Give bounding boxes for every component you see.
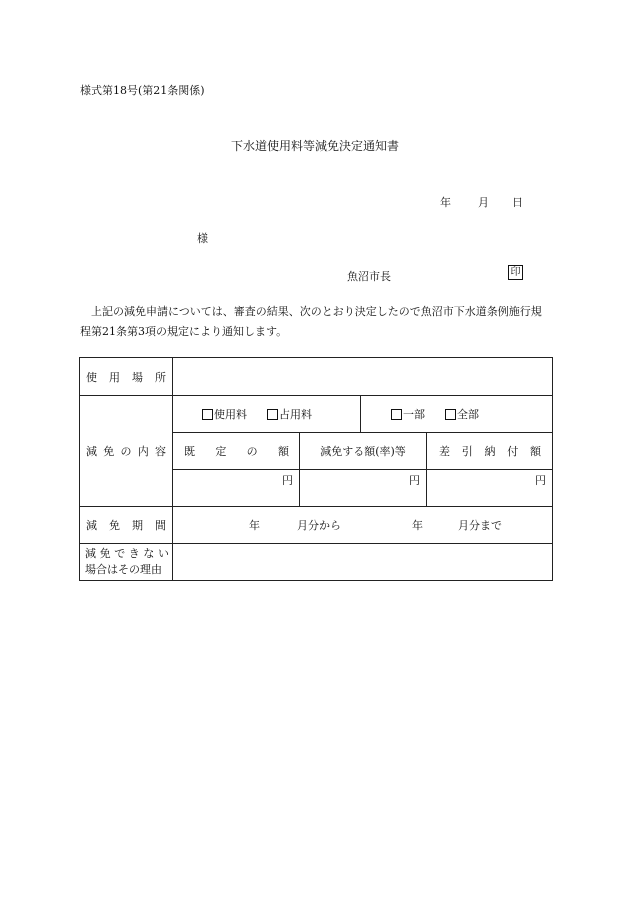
date-day-label: 日 [512,196,523,209]
yen-unit: 円 [535,474,546,487]
reduction-period-label [86,507,166,543]
partial-label: 一部 [403,408,425,421]
partial-checkbox[interactable] [391,406,425,422]
label-char: 場 [132,370,143,384]
usage-fee-checkbox[interactable] [202,406,247,422]
header-char: 付 [507,445,519,458]
scope-options [361,396,552,432]
fee-type-options [173,396,360,432]
seal-mark: 印 [508,265,523,280]
label-char: い [157,547,169,560]
label-char: 容 [155,445,166,458]
reduction-period-field[interactable] [173,507,552,543]
period-end-year: 年 [412,519,423,532]
header-char: 納 [484,445,496,458]
header-char: 引 [461,445,473,458]
no-reduction-reason-field[interactable] [173,544,552,580]
period-start-month: 月分から [297,519,341,532]
full-label: 全部 [457,408,479,421]
addressee-suffix: 様 [197,232,208,245]
no-reduction-reason-label [85,544,169,580]
net-payment-field[interactable] [427,470,546,490]
reason-label-line1 [85,546,169,562]
fixed-amount-field[interactable] [173,470,293,490]
reason-label-line2: 場合はその理由 [85,563,162,576]
label-char: の [120,445,132,458]
period-end-month: 月分まで [458,519,502,532]
period-start-year: 年 [249,519,260,532]
header-char: 差 [439,445,450,458]
header-char: 額 [277,445,289,458]
usage-location-field[interactable] [173,358,552,395]
checkbox-icon[interactable] [391,409,402,420]
reduction-amount-field[interactable] [300,470,420,490]
issuer-name: 魚沼市長 [347,270,391,283]
label-char: な [143,547,155,560]
notification-body: 上記の減免申請については、審査の結果、次のとおり決定したので魚沼市下水道条例施行規程第21条第3項の規定により通知します。 [80,305,542,338]
header-char: 定 [215,445,227,458]
label-char: 期 [132,519,143,532]
reduction-amount-header: 減免する額(率)等 [320,445,406,458]
label-char: 所 [155,370,166,384]
net-payment-header [439,433,541,469]
label-char: 内 [137,445,149,458]
usage-fee-label: 使用料 [214,408,247,421]
checkbox-icon[interactable] [202,409,213,420]
label-char: 間 [155,519,166,532]
label-char: で [114,547,126,560]
usage-location-label [86,358,166,395]
checkbox-icon[interactable] [445,409,456,420]
label-char: 減 [85,547,96,560]
label-char: 免 [103,445,115,458]
document-title: 下水道使用料等減免決定通知書 [230,139,399,153]
label-char: 使 [86,370,97,384]
header-char: 額 [530,445,541,458]
label-char: 用 [109,370,120,384]
label-char: き [128,547,140,560]
occupancy-fee-label: 占用料 [279,408,312,421]
table-divider [426,432,427,506]
fixed-amount-header [184,433,289,469]
date-year-label: 年 [440,196,451,209]
reduction-details-label [86,396,166,506]
yen-unit: 円 [409,474,420,487]
label-char: 減 [86,445,97,458]
label-char: 免 [109,519,120,532]
checkbox-icon[interactable] [267,409,278,420]
full-checkbox[interactable] [445,406,479,422]
yen-unit: 円 [282,474,293,487]
header-char: 既 [184,445,195,458]
date-month-label: 月 [478,196,489,209]
label-char: 免 [99,547,111,560]
occupancy-fee-checkbox[interactable] [267,406,312,422]
label-char: 減 [86,519,97,532]
form-number: 様式第18号(第21条関係) [80,84,205,97]
header-char: の [246,445,258,458]
reduction-details-table [79,357,553,581]
